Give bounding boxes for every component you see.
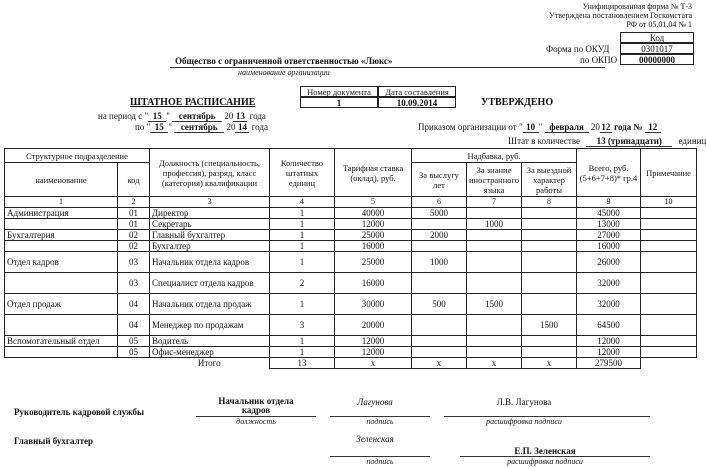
hr-label: Руководитель кадровой службы	[14, 407, 145, 417]
cell-bonus1	[412, 219, 467, 230]
period-from: на период с " 15 " сентябрь 20 13 года	[98, 111, 266, 121]
hr-cap-sign: подпись	[366, 417, 394, 426]
accountant-label: Главный бухгалтер	[14, 436, 94, 446]
cell-bonus1: 1000	[412, 252, 467, 273]
org-underline	[170, 67, 605, 68]
cell-note	[641, 252, 697, 273]
cell-count: 1	[270, 294, 335, 315]
cell-bonus2	[467, 347, 522, 358]
cell-position: Менеджер по продажам	[150, 315, 270, 336]
cell-bonus3	[522, 347, 577, 358]
cell-note	[641, 273, 697, 294]
hr-name: Л.В. Лагунова	[496, 397, 552, 407]
cell-position: Водитель	[150, 336, 270, 347]
cell-code: 05	[118, 336, 150, 347]
cell-bonus1	[412, 336, 467, 347]
page-title: ШТАТНОЕ РАСПИСАНИЕ	[130, 97, 256, 108]
cell-code: 04	[118, 294, 150, 315]
order-month: февраля	[545, 122, 589, 133]
period-from-label: на период с	[98, 111, 143, 121]
th-bonus3: За выездной характер работы	[522, 163, 577, 197]
cell-total: 12000	[577, 336, 641, 347]
acc-cap-decode: расшифровка подписи	[507, 457, 583, 466]
cell-note	[641, 219, 697, 230]
cell-total: 16000	[577, 241, 641, 252]
th-code: код	[118, 163, 150, 197]
cell-dept: Бухгалтерия	[5, 230, 118, 241]
cell-bonus1	[412, 273, 467, 294]
cell-code: 02	[118, 241, 150, 252]
th-rate: Тарифная ставка (оклад), руб.	[335, 149, 412, 197]
okpo-label: по ОКПО	[580, 55, 618, 65]
cell-note	[641, 315, 697, 336]
cell-bonus3	[522, 208, 577, 219]
table-body	[5, 208, 697, 358]
cell-count: 2	[270, 273, 335, 294]
cell-bonus3	[522, 336, 577, 347]
table-row	[5, 273, 697, 294]
okpo-value: 00000000	[620, 54, 694, 65]
period-to-label: по	[135, 122, 145, 132]
order-number: 12	[645, 122, 661, 133]
cell-count: 1	[270, 241, 335, 252]
cell-total: 32000	[577, 294, 641, 315]
doc-date-value: 10.09.2014	[378, 97, 456, 108]
cell-bonus1: 2000	[412, 230, 467, 241]
cell-rate: 40000	[335, 208, 412, 219]
cell-bonus3	[522, 252, 577, 273]
cell-position: Главный бухгалтер	[150, 230, 270, 241]
cell-dept: Вспомогательный отдел	[5, 336, 118, 347]
cell-code: 03	[118, 273, 150, 294]
cell-dept	[5, 241, 118, 252]
cell-bonus3	[522, 241, 577, 252]
approved-label: УТВЕРЖДЕНО	[481, 97, 554, 108]
table-row	[5, 315, 697, 336]
cell-code: 03	[118, 252, 150, 273]
cell-note	[641, 230, 697, 241]
cell-position: Секретарь	[150, 219, 270, 230]
cell-rate: 25000	[335, 252, 412, 273]
cell-dept	[5, 347, 118, 358]
cell-count: 1	[270, 230, 335, 241]
th-note: Примечание	[641, 149, 697, 197]
staff-line	[508, 136, 706, 147]
doc-date-header: Дата составления	[378, 86, 456, 97]
cell-dept	[5, 315, 118, 336]
cell-total: 12000	[577, 347, 641, 358]
th-bonus1: За выслугу лет	[412, 163, 467, 197]
totals-rate: x	[335, 358, 412, 369]
cell-bonus1	[412, 315, 467, 336]
cell-dept: Администрация	[5, 208, 118, 219]
th-struct: Структурное подразделение	[5, 149, 150, 163]
cell-position: Начальник отдела продаж	[150, 294, 270, 315]
cell-code: 01	[118, 219, 150, 230]
staff-table	[4, 148, 697, 369]
cell-dept	[5, 219, 118, 230]
cell-bonus2	[467, 252, 522, 273]
table-row	[5, 241, 697, 252]
cell-position: Начальник отдела кадров	[150, 252, 270, 273]
org-name: Общество с ограниченной ответственностью «Люкс»	[175, 56, 393, 66]
totals-label: Итого	[150, 358, 270, 369]
cell-count: 1	[270, 347, 335, 358]
cell-total: 64500	[577, 315, 641, 336]
form-header	[549, 2, 692, 29]
table-row	[5, 336, 697, 347]
cell-rate: 12000	[335, 347, 412, 358]
cell-bonus3	[522, 230, 577, 241]
form-line-3: РФ от 05.01.04 № 1	[626, 20, 692, 29]
totals-bonus1: x	[412, 358, 467, 369]
cell-code: 05	[118, 347, 150, 358]
staff-label: Штат в количестве	[508, 136, 581, 146]
cell-position: Директор	[150, 208, 270, 219]
cell-note	[641, 336, 697, 347]
period-from-day: 15	[148, 111, 166, 122]
totals-total: 279500	[577, 358, 641, 369]
cell-total: 27000	[577, 230, 641, 241]
cell-total: 13000	[577, 219, 641, 230]
totals-bonus2: x	[467, 358, 522, 369]
cell-bonus2	[467, 315, 522, 336]
acc-name: Е.П. Зеленская	[514, 446, 576, 456]
org-caption: наименование организации	[238, 68, 330, 77]
form-line-2: Утверждена постановлением Госкомстата	[549, 11, 692, 20]
order-line: Приказом организации от " 10 " февраля 20 12 года № 12	[418, 122, 661, 133]
totals-count: 13	[270, 358, 335, 369]
cell-total: 32000	[577, 273, 641, 294]
table-row	[5, 347, 697, 358]
th-name: наименование	[5, 163, 118, 197]
column-numbers-row: 1 2 3 4 5 6 7 8 9 10	[5, 197, 697, 208]
table-row	[5, 294, 697, 315]
order-day: 10	[523, 122, 539, 133]
cell-position: Бухгалтер	[150, 241, 270, 252]
th-count: Количество штатных единиц	[270, 149, 335, 197]
acc-cap-sign: подпись	[366, 457, 394, 466]
cell-rate: 16000	[335, 241, 412, 252]
cell-bonus2	[467, 208, 522, 219]
cell-bonus2	[467, 241, 522, 252]
cell-dept: Отдел продаж	[5, 294, 118, 315]
okud-label: Форма по ОКУД	[546, 44, 610, 54]
period-from-year: 13	[233, 111, 247, 122]
cell-total: 45000	[577, 208, 641, 219]
th-position: Должность (специальность, профессия), разряд, класс (категория) квалификации	[150, 149, 270, 197]
cell-code: 04	[118, 315, 150, 336]
table-row	[5, 252, 697, 273]
hr-cap-decode: расшифровка подписи	[486, 417, 562, 426]
cell-count: 1	[270, 208, 335, 219]
th-bonus: Надбавка, руб.	[412, 149, 577, 163]
cell-bonus2: 1000	[467, 219, 522, 230]
doc-num-value: 1	[300, 97, 378, 108]
cell-total: 26000	[577, 252, 641, 273]
hr-cap-position: должность	[236, 417, 276, 426]
cell-count: 3	[270, 315, 335, 336]
cell-bonus2: 1500	[467, 294, 522, 315]
cell-bonus1	[412, 241, 467, 252]
table-row	[5, 208, 697, 219]
cell-note	[641, 208, 697, 219]
period-from-month: сентябрь	[172, 111, 222, 122]
period-to-day: 15	[150, 122, 168, 133]
period-to-year: 14	[235, 122, 249, 133]
cell-rate: 20000	[335, 315, 412, 336]
cell-code: 02	[118, 230, 150, 241]
hr-position: Начальник отдела кадров	[218, 396, 294, 415]
th-total: Всего, руб. (5+6+7+8)* гр.4	[577, 149, 641, 197]
table-row	[5, 219, 697, 230]
cell-note	[641, 241, 697, 252]
cell-bonus2	[467, 273, 522, 294]
acc-sign: Зеленская	[356, 434, 394, 444]
cell-count: 1	[270, 336, 335, 347]
cell-dept: Отдел кадров	[5, 252, 118, 273]
okud-value: 0301017	[620, 43, 694, 54]
cell-rate: 16000	[335, 273, 412, 294]
staff-unit: единиц	[678, 136, 706, 146]
hr-sign: Лагунова	[357, 397, 393, 407]
cell-count: 1	[270, 219, 335, 230]
period-to: по " 15 " сентябрь 20 14 года	[135, 122, 268, 132]
cell-rate: 12000	[335, 219, 412, 230]
cell-count: 1	[270, 252, 335, 273]
cell-bonus1: 500	[412, 294, 467, 315]
th-bonus2: За знание иностранного языка	[467, 163, 522, 197]
cell-rate: 12000	[335, 336, 412, 347]
cell-rate: 25000	[335, 230, 412, 241]
cell-dept	[5, 273, 118, 294]
totals-bonus3: x	[522, 358, 577, 369]
staff-value: 13 (тринадцати)	[586, 136, 672, 147]
cell-bonus3	[522, 273, 577, 294]
cell-code: 01	[118, 208, 150, 219]
cell-position: Офис-менеджер	[150, 347, 270, 358]
cell-bonus1	[412, 347, 467, 358]
cell-bonus2	[467, 336, 522, 347]
cell-rate: 30000	[335, 294, 412, 315]
cell-bonus3	[522, 219, 577, 230]
cell-position: Специалист отдела кадров	[150, 273, 270, 294]
cell-bonus1: 5000	[412, 208, 467, 219]
period-to-month: сентябрь	[174, 122, 224, 133]
doc-num-header: Номер документа	[300, 86, 378, 97]
cell-note	[641, 294, 697, 315]
cell-note	[641, 347, 697, 358]
cell-bonus2	[467, 230, 522, 241]
order-label: Приказом организации от	[418, 122, 517, 132]
cell-bonus3	[522, 294, 577, 315]
cell-bonus3: 1500	[522, 315, 577, 336]
totals-row	[5, 358, 697, 369]
table-row	[5, 230, 697, 241]
form-line-1: Унифицированная форма № Т-3	[582, 2, 692, 11]
order-year: 12	[601, 122, 611, 132]
code-header: Код	[620, 32, 694, 43]
